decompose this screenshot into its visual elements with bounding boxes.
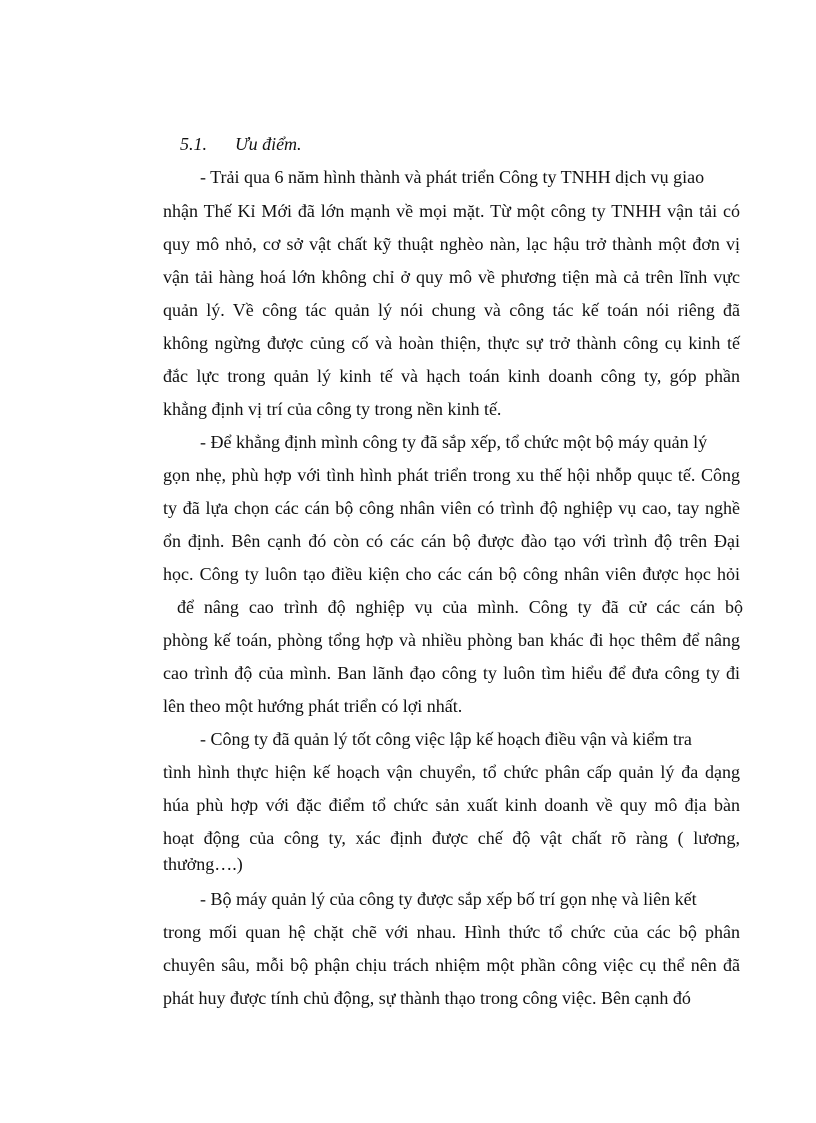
- text-line: để nâng cao trình độ nghiệp vụ của mình. Công ty đã cử các cán bộ: [177, 597, 743, 617]
- text-line: học. Công ty luôn tạo điều kiện cho các cán bộ công nhân viên được học hỏi: [163, 564, 740, 584]
- text-line: chuyên sâu, mỗi bộ phận chịu trách nhiệm một phần công việc cụ thể nên đã: [163, 955, 740, 975]
- text-line: tình hình thực hiện kế hoạch vận chuyển, tổ chức phân cấp quản lý đa dạng: [163, 762, 740, 782]
- text-line: cao trình độ của mình. Ban lãnh đạo công ty luôn tìm hiểu để đưa công ty đi: [163, 663, 740, 683]
- section-title: Ưu điểm.: [235, 134, 302, 154]
- text-line: nhận Thế Kỉ Mới đã lớn mạnh về mọi mặt. Từ một công ty TNHH vận tải có: [163, 201, 740, 221]
- section-number: 5.1.: [180, 134, 207, 154]
- text-line: vận tải hàng hoá lớn không chỉ ở quy mô về phương tiện mà cả trên lĩnh vực: [163, 267, 740, 287]
- text-line: gọn nhẹ, phù hợp với tình hình phát triển trong xu thế hội nhỗp quục tế. Công: [163, 465, 740, 485]
- text-line: - Bộ máy quản lý của công ty được sắp xếp bố trí gọn nhẹ và liên kết: [200, 889, 697, 909]
- text-line: ty đã lựa chọn các cán bộ công nhân viên có trình độ nghiệp vụ cao, tay nghề: [163, 498, 740, 518]
- section-heading: [180, 133, 302, 155]
- text-line: quản lý. Về công tác quản lý nói chung và công tác kế toán nói riêng đã: [163, 300, 740, 320]
- text-line: - Trải qua 6 năm hình thành và phát triển Công ty TNHH dịch vụ giao: [200, 167, 705, 187]
- text-line: lên theo một hướng phát triển có lợi nhất.: [163, 696, 463, 716]
- text-line: hoạt động của công ty, xác định được chế độ vật chất rõ ràng ( lương,: [163, 828, 740, 848]
- text-line: thưởng….): [163, 854, 243, 874]
- text-line: không ngừng được củng cố và hoàn thiện, thực sự trở thành công cụ kinh tế: [163, 333, 740, 353]
- text-line: trong mối quan hệ chặt chẽ với nhau. Hình thức tổ chức của các bộ phân: [163, 922, 740, 942]
- text-line: khẳng định vị trí của công ty trong nền kinh tế.: [163, 399, 502, 419]
- text-line: phòng kế toán, phòng tổng hợp và nhiều phòng ban khác đi học thêm để nâng: [163, 630, 740, 650]
- text-line: ổn định. Bên cạnh đó còn có các cán bộ được đào tạo với trình độ trên Đại: [163, 531, 740, 551]
- text-line: - Công ty đã quản lý tốt công việc lập kế hoạch điều vận và kiểm tra: [200, 729, 692, 749]
- text-line: đắc lực trong quản lý kinh tế và hạch toán kinh doanh công ty, góp phần: [163, 366, 740, 386]
- text-line: quy mô nhỏ, cơ sở vật chất kỹ thuật nghèo nàn, lạc hậu trở thành một đơn vị: [163, 234, 740, 254]
- text-line: húa phù hợp với đặc điểm tổ chức sản xuất kinh doanh về quy mô địa bàn: [163, 795, 740, 815]
- text-line: phát huy được tính chủ động, sự thành thạo trong công việc. Bên cạnh đó: [163, 988, 691, 1008]
- text-line: - Để khẳng định mình công ty đã sắp xếp, tổ chức một bộ máy quản lý: [200, 432, 708, 452]
